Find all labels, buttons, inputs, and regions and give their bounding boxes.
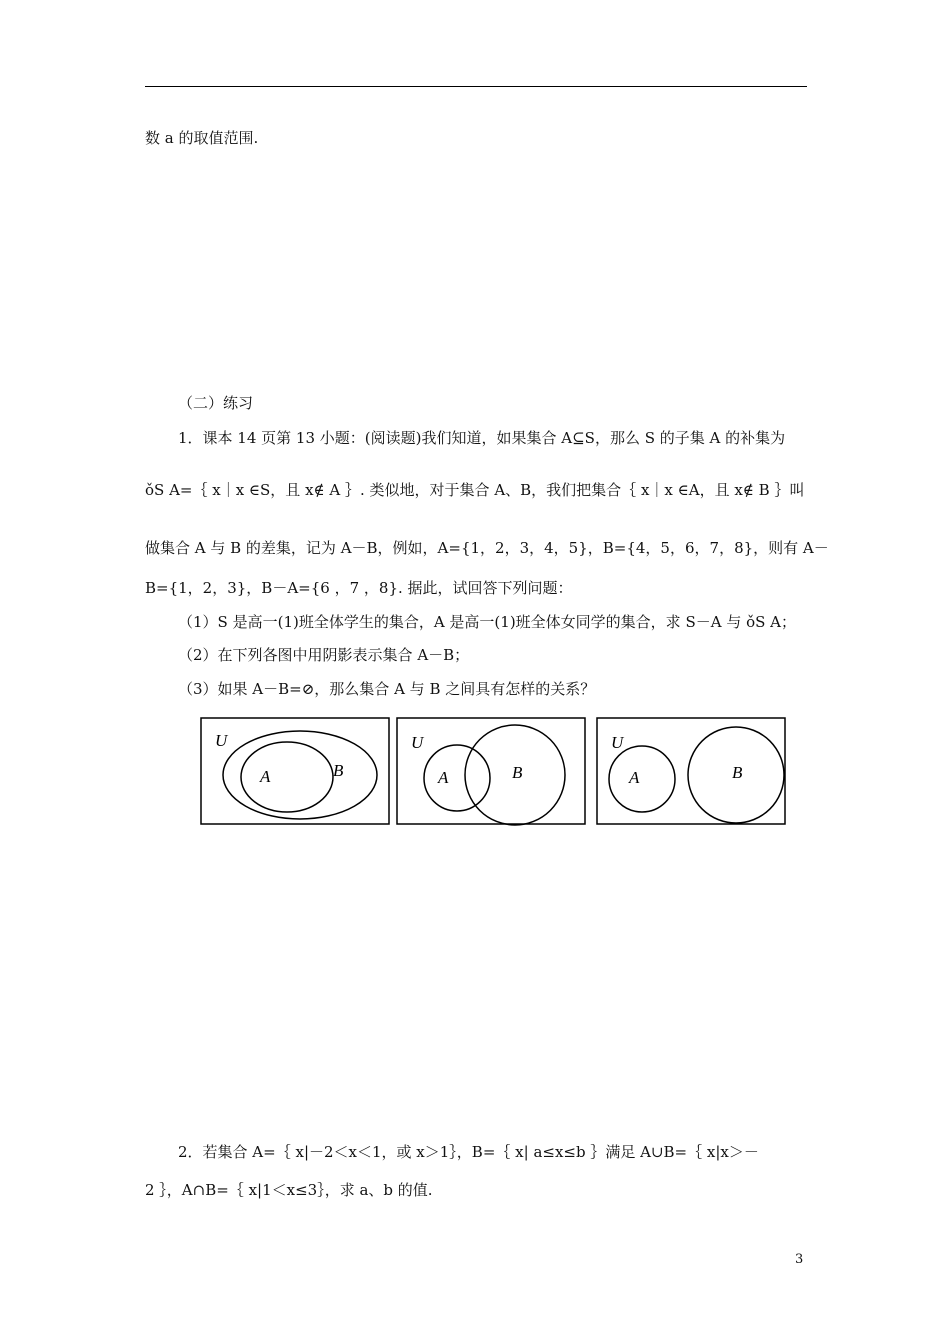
set-b-label: B — [512, 763, 523, 782]
set-a-label: A — [629, 768, 640, 787]
problem-2-line-2: 2 ｝，A∩B=｛ x|1＜x≤3｝，求 a、b 的值. — [145, 1181, 433, 1199]
venn-diagram-subset — [200, 716, 392, 828]
text-line-1: 数 a 的取值范围. — [145, 129, 259, 147]
header-rule — [145, 86, 807, 87]
universe-label: U — [215, 731, 228, 750]
question-1: （1）S 是高一(1)班全体学生的集合，A 是高一(1)班全体女同学的集合，求 S－A 与 ǒS A； — [178, 613, 797, 631]
page-number: 3 — [795, 1252, 804, 1267]
set-a-ellipse — [241, 742, 333, 812]
set-a-label: A — [260, 767, 271, 786]
problem-1-line-4: B={1，2，3}，B－A={6 ，7 ，8}. 据此，试回答下列问题： — [145, 579, 573, 597]
universe-box — [201, 718, 389, 824]
universe-label: U — [611, 733, 624, 752]
set-a-label: A — [438, 768, 449, 787]
venn-diagram-disjoint — [596, 716, 788, 828]
problem-2-line-1: 2．若集合 A=｛ x|－2＜x＜1，或 x＞1｝，B=｛ x| a≤x≤b ｝满足 A∪B=｛ x|x＞－ — [178, 1143, 759, 1161]
venn-diagram-overlap — [396, 716, 590, 828]
question-2: （2）在下列各图中用阴影表示集合 A－B； — [178, 646, 470, 664]
problem-1-line-1: 1．课本 14 页第 13 小题：(阅读题)我们知道，如果集合 A⊆S，那么 S 的子集 A 的补集为 — [178, 429, 786, 447]
set-a-circle — [424, 745, 490, 811]
universe-label: U — [411, 733, 424, 752]
set-b-ellipse — [223, 731, 377, 819]
problem-1-line-3: 做集合 A 与 B 的差集，记为 A－B，例如，A={1，2，3，4，5}，B={4，5，6，7，8}，则有 A－ — [145, 539, 829, 557]
set-b-label: B — [732, 763, 743, 782]
problem-1-line-2: ǒS A=｛ x｜x ∈S，且 x∉ A ｝. 类似地，对于集合 A、B，我们把集合｛ x｜x ∈A，且 x∉ B ｝叫 — [145, 481, 805, 499]
set-a-circle — [609, 746, 675, 812]
set-b-label: B — [333, 761, 344, 780]
question-3: （3）如果 A－B=⊘，那么集合 A 与 B 之间具有怎样的关系？ — [178, 680, 596, 698]
section-heading: （二）练习 — [178, 394, 254, 412]
